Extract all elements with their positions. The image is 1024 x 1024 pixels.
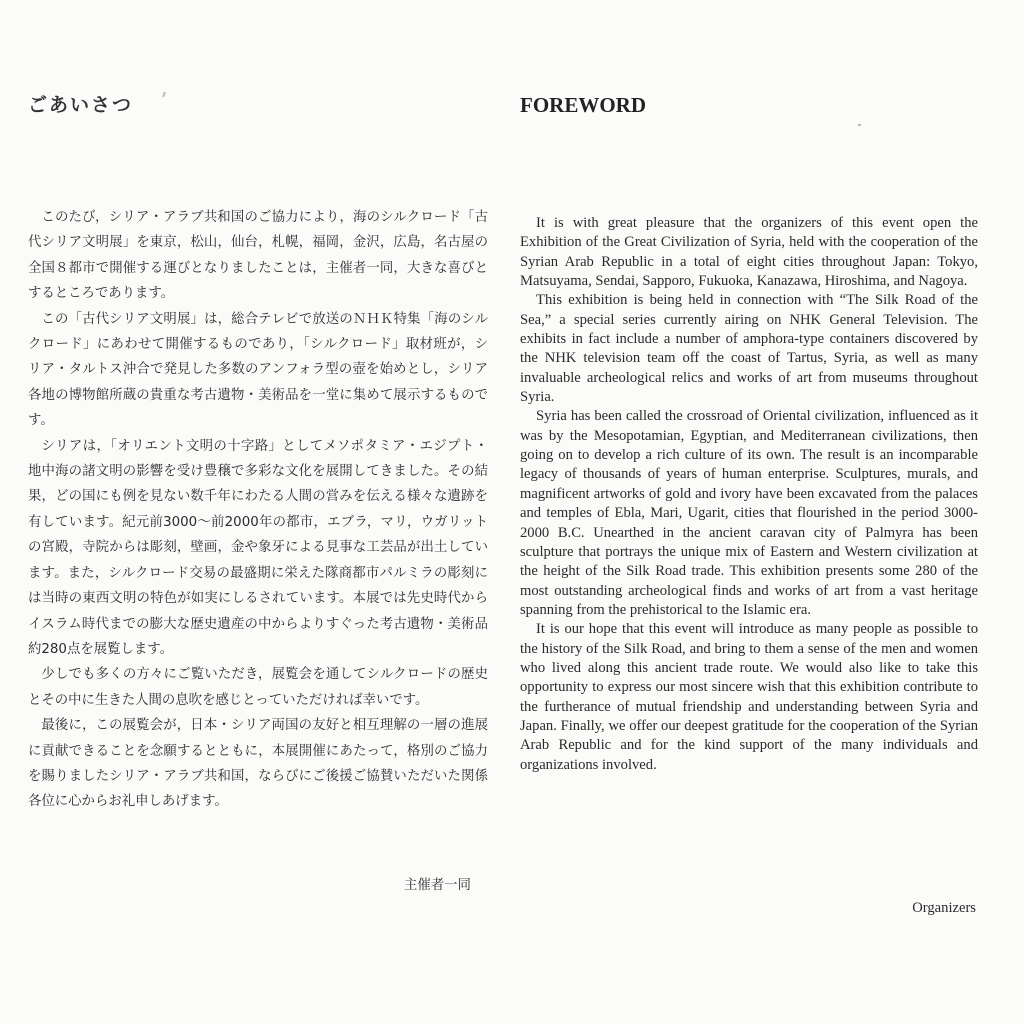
english-column bbox=[520, 90, 978, 773]
paper-speck bbox=[858, 124, 861, 126]
english-paragraph: Syria has been called the crossroad of Oriental civilization, influenced as it was by the Mesopotamian, Egyptian, and Mediterranean civilizations, then going on to develop a rich culture of its own. The result is an incomparable legacy of thousands of years of human enterprise. Sculptures, murals, and magnificent artworks of gold and ivory have been excavated from the palaces and temples of Ebla, Mari, Ugarit, cities that flourished in the period 3000-2000 B.C. Unearthed in the ancient caravan city of Palmyra has been sculpture that portrays the unique mix of Eastern and Western civilization at the height of the Silk Road trade. This exhibition presents some 280 of the most outstanding archeological finds and works of art from a vast heritage spanning from the prehistorical to the Islamic era. bbox=[520, 408, 978, 618]
japanese-paragraph: 少しでも多くの方々にご覧いただき，展覧会を通してシルクロードの歴史とその中に生きた人間の息吹を感じとっていただければ幸いです。 bbox=[28, 667, 488, 708]
japanese-body bbox=[28, 205, 488, 815]
english-paragraph: It is with great pleasure that the organizers of this event open the Exhibition of the Great Civilization of Syria, held with the cooperation of the Syrian Arab Republic in a total of eight cities throughout Japan: Tokyo, Matsuyama, Sendai, Sapporo, Fukuoka, Kanazawa, Hiroshima, and Nagoya. bbox=[520, 215, 978, 290]
japanese-heading: ごあいさつ bbox=[28, 94, 134, 116]
japanese-paragraph: シリアは，「オリエント文明の十字路」としてメソポタミア・エジプト・地中海の諸文明の影響を受け豊穣で多彩な文化を展開してきました。その結果，どの国にも例を見ない数千年にわたる人間の営みを伝える様々な遺跡を有しています。紀元前3000〜前2000年の都市，エブラ，マリ，ウガリットの宮殿，寺院からは彫刻，壁画，金や象牙による見事な工芸品が出土しています。また，シルクロード交易の最盛期に栄えた隊商都市パルミラの彫刻には当時の東西文明の特色が如実にしるされています。本展では先史時代からイスラム時代までの膨大な歴史遺産の中からよりすぐった考古遺物・美術品約280点を展覧します。 bbox=[28, 438, 488, 657]
english-signature: Organizers bbox=[912, 900, 976, 916]
english-body bbox=[520, 214, 978, 775]
english-paragraph: It is our hope that this event will introduce as many people as possible to the history of the Silk Road, and bring to them a sense of the men and women who lived along this ancient trade route. We would also like to take this opportunity to express our most sincere wish that this exhibition contribute to the furtherance of mutual friendship and understanding between Syria and Japan. Finally, we offer our deepest gratitude for the cooperation of the Syrian Arab Republic and for the kind support of the many individuals and organizations involved. bbox=[520, 621, 978, 773]
japanese-signature: 主催者一同 bbox=[404, 878, 471, 893]
japanese-paragraph: このたび，シリア・アラブ共和国のご協力により，海のシルクロード「古代シリア文明展」を東京，松山，仙台，札幌，福岡，金沢，広島，名古屋の全国８都市で開催する運びとなりましたことは，主催者一同，大きな喜びとするところであります。 bbox=[28, 210, 488, 302]
english-heading: FOREWORD bbox=[520, 93, 646, 117]
english-paragraph: This exhibition is being held in connection with “The Silk Road of the Sea,” a special series currently airing on NHK General Television. The exhibits in fact include a number of amphora-type containers discovered by the NHK television team off the coast of Tartus, Syria, as well as many invaluable archeological relics and works of art from museums throughout Syria. bbox=[520, 292, 978, 406]
japanese-paragraph: 最後に，この展覧会が，日本・シリア両国の友好と相互理解の一層の進展に貢献できることを念願するとともに，本展開催にあたって，格別のご協力を賜りましたシリア・アラブ共和国，ならびにご後援ご協賛いただいた関係各位に心からお礼申しあげます。 bbox=[28, 718, 488, 810]
japanese-paragraph: この「古代シリア文明展」は，総合テレビで放送のＮＨＫ特集「海のシルクロード」にあわせて開催するものであり，「シルクロード」取材班が，シリア・タルトス沖合で発見した多数のアンフォラ型の壺を始めとし，シリア各地の博物館所蔵の貴重な考古遺物・美術品を一堂に集めて展示するものです。 bbox=[28, 311, 488, 429]
japanese-column bbox=[28, 90, 488, 810]
